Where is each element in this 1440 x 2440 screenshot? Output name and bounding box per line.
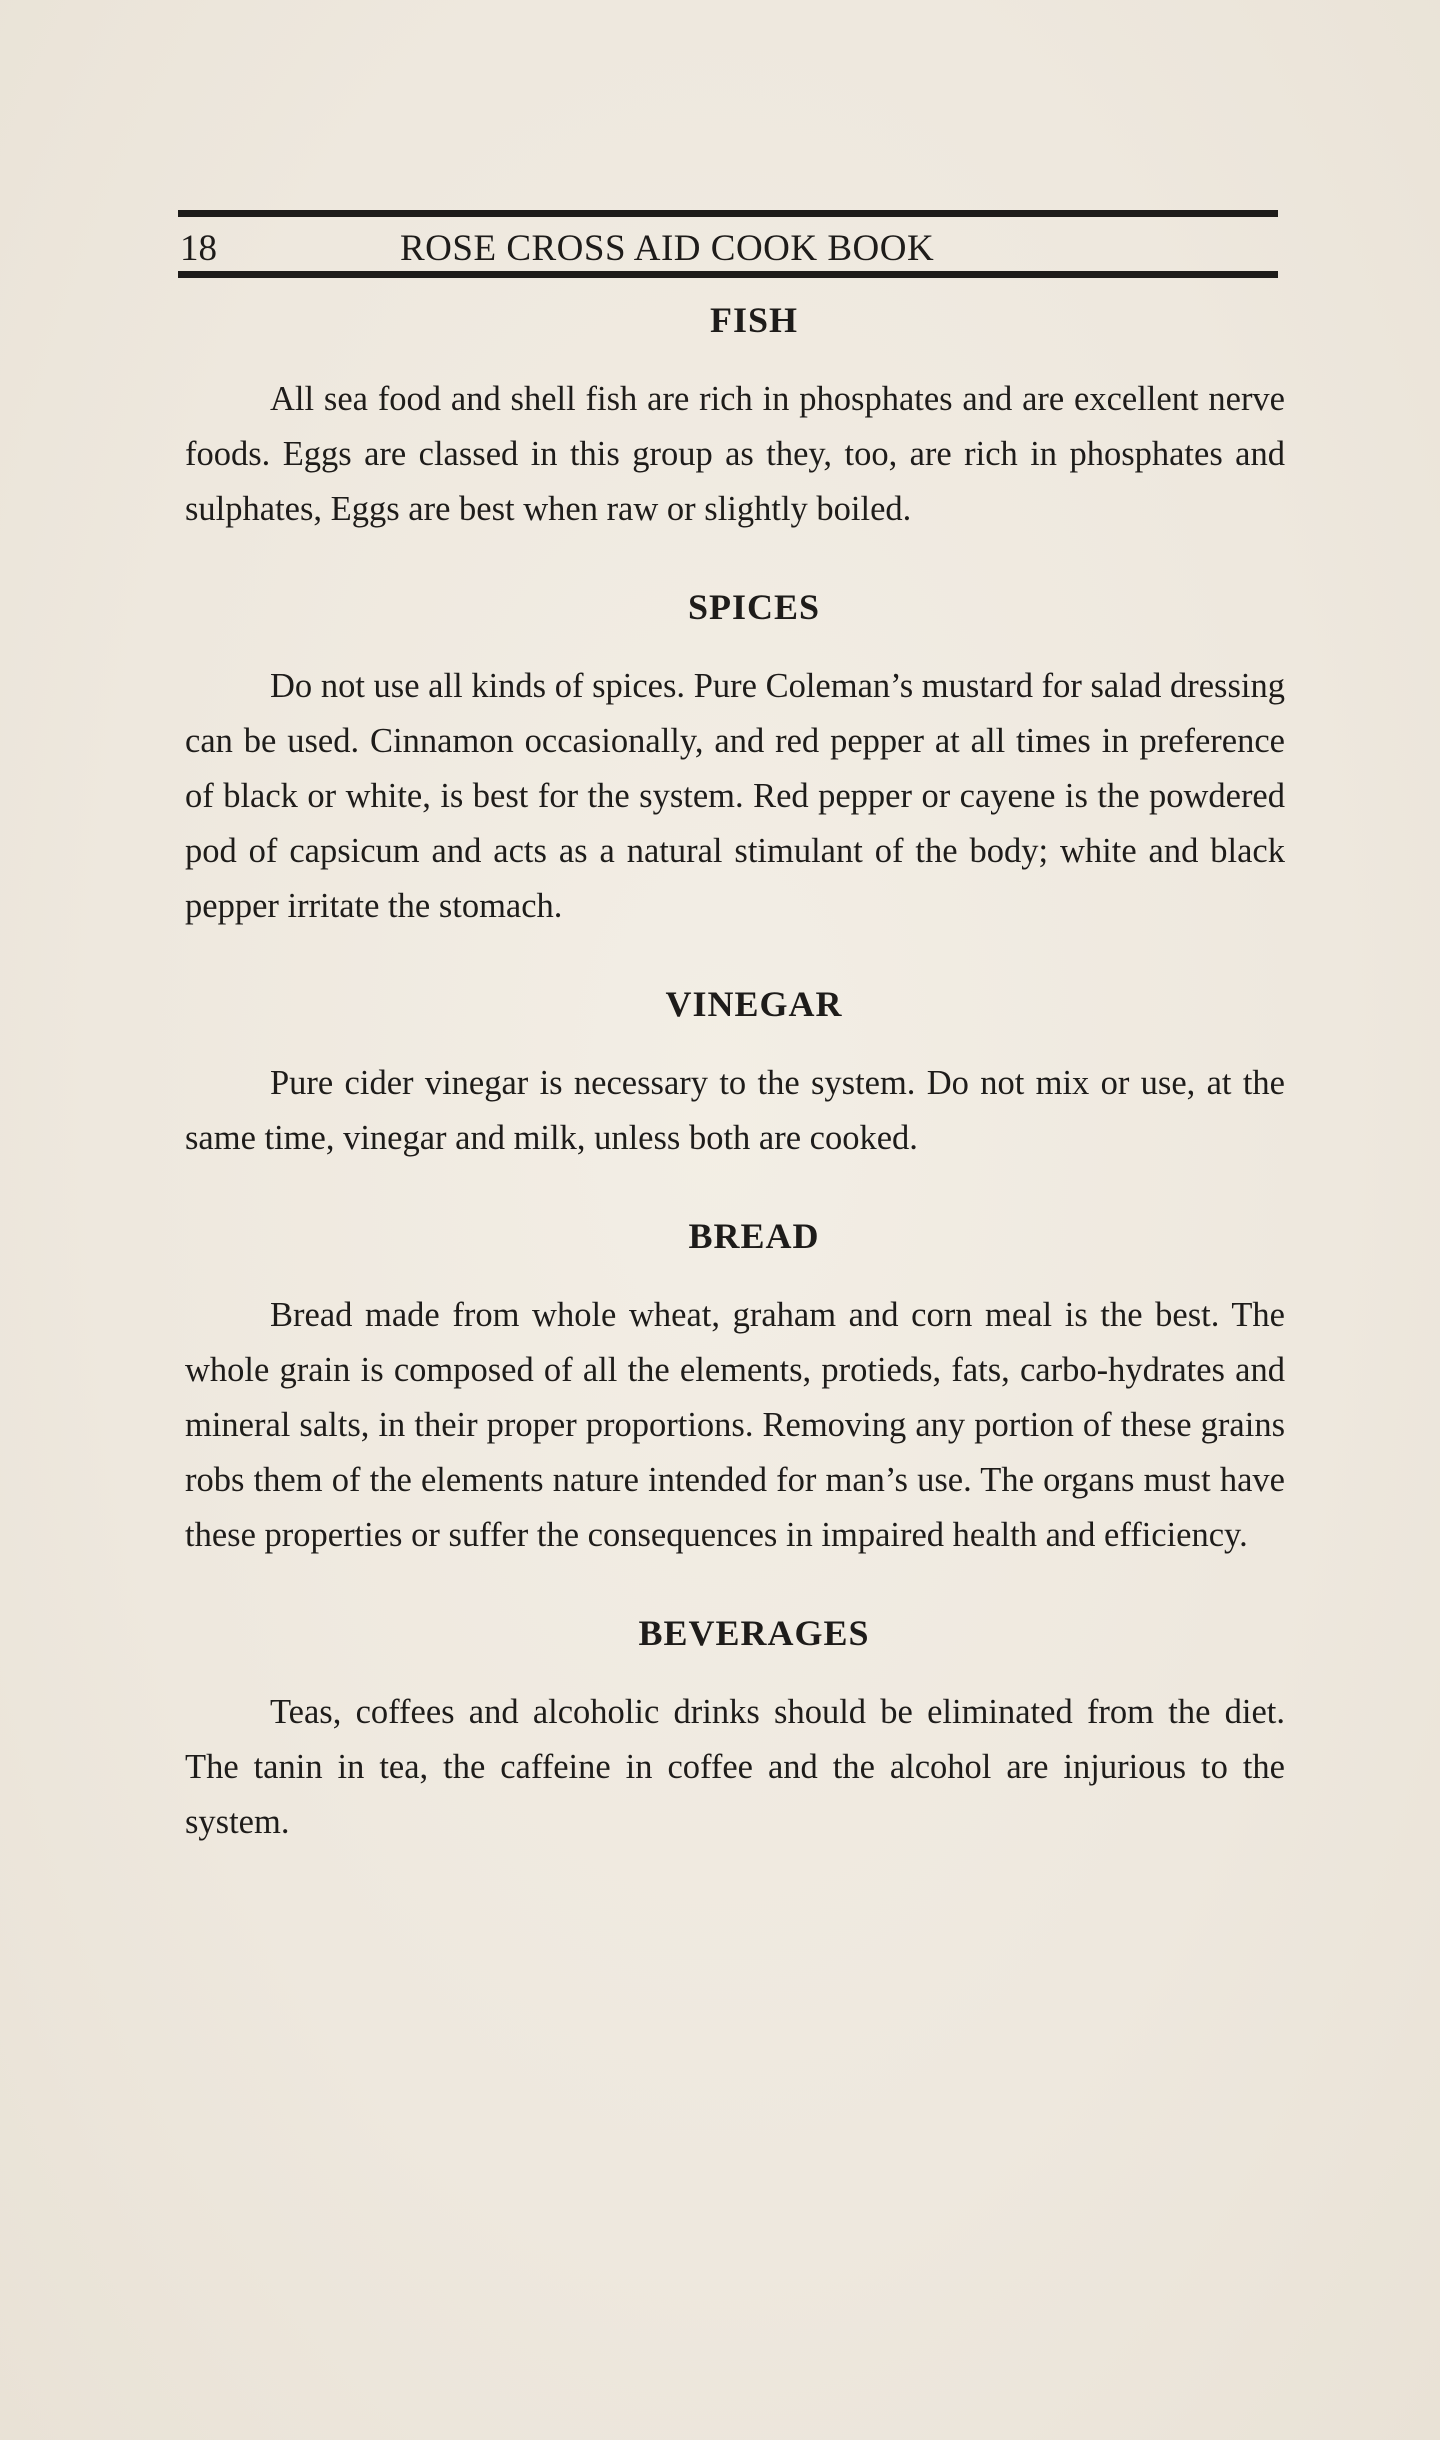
page-header — [178, 210, 1278, 278]
section-paragraph: Do not use all kinds of spices. Pure Coleman’s mustard for salad dressing can be used. Cinnamon occasionally, and red pepper at all times in preference of black or white, is best for the system. Red pepper or cayene is the powdered pod of capsicum and acts as a natural stimulant of the body; white and black pepper irritate the stomach. — [185, 667, 1285, 925]
section-bread — [185, 1212, 1285, 1563]
section-vinegar — [185, 980, 1285, 1166]
section-paragraph: All sea food and shell fish are rich in phosphates and are excellent nerve foods. Eggs are classed in this group as they, too, are rich in phosphates and sulphates, Eggs are best when raw or slightly boiled. — [185, 380, 1285, 528]
section-heading: VINEGAR — [665, 984, 843, 1024]
header-bottom-rule — [178, 271, 1278, 278]
section-heading: FISH — [709, 300, 799, 340]
section-paragraph: Teas, coffees and alcoholic drinks should be eliminated from the diet. The tanin in tea, the caffeine in coffee and the alcohol are injurious to the system. — [185, 1693, 1285, 1841]
section-paragraph: Bread made from whole wheat, graham and corn meal is the best. The whole grain is composed of all the elements, protieds, fats, carbo-hydrates and mineral salts, in their proper proportions. Removing any portion of these grains robs them of the elements nature intended for man’s use. The organs must have these properties or suffer the consequences in impaired health and efficiency. — [185, 1296, 1285, 1554]
page-body — [185, 296, 1285, 1896]
running-title: ROSE CROSS AID COOK BOOK — [400, 228, 935, 269]
section-heading: SPICES — [687, 587, 821, 627]
header-row — [178, 217, 1278, 269]
section-fish — [185, 296, 1285, 537]
section-spices — [185, 583, 1285, 934]
section-heading: BREAD — [688, 1216, 820, 1256]
section-heading: BEVERAGES — [638, 1613, 870, 1653]
page-number: 18 — [180, 228, 217, 269]
section-beverages — [185, 1609, 1285, 1850]
header-top-rule — [178, 210, 1278, 217]
section-paragraph: Pure cider vinegar is necessary to the system. Do not mix or use, at the same time, vinegar and milk, unless both are cooked. — [185, 1064, 1285, 1157]
